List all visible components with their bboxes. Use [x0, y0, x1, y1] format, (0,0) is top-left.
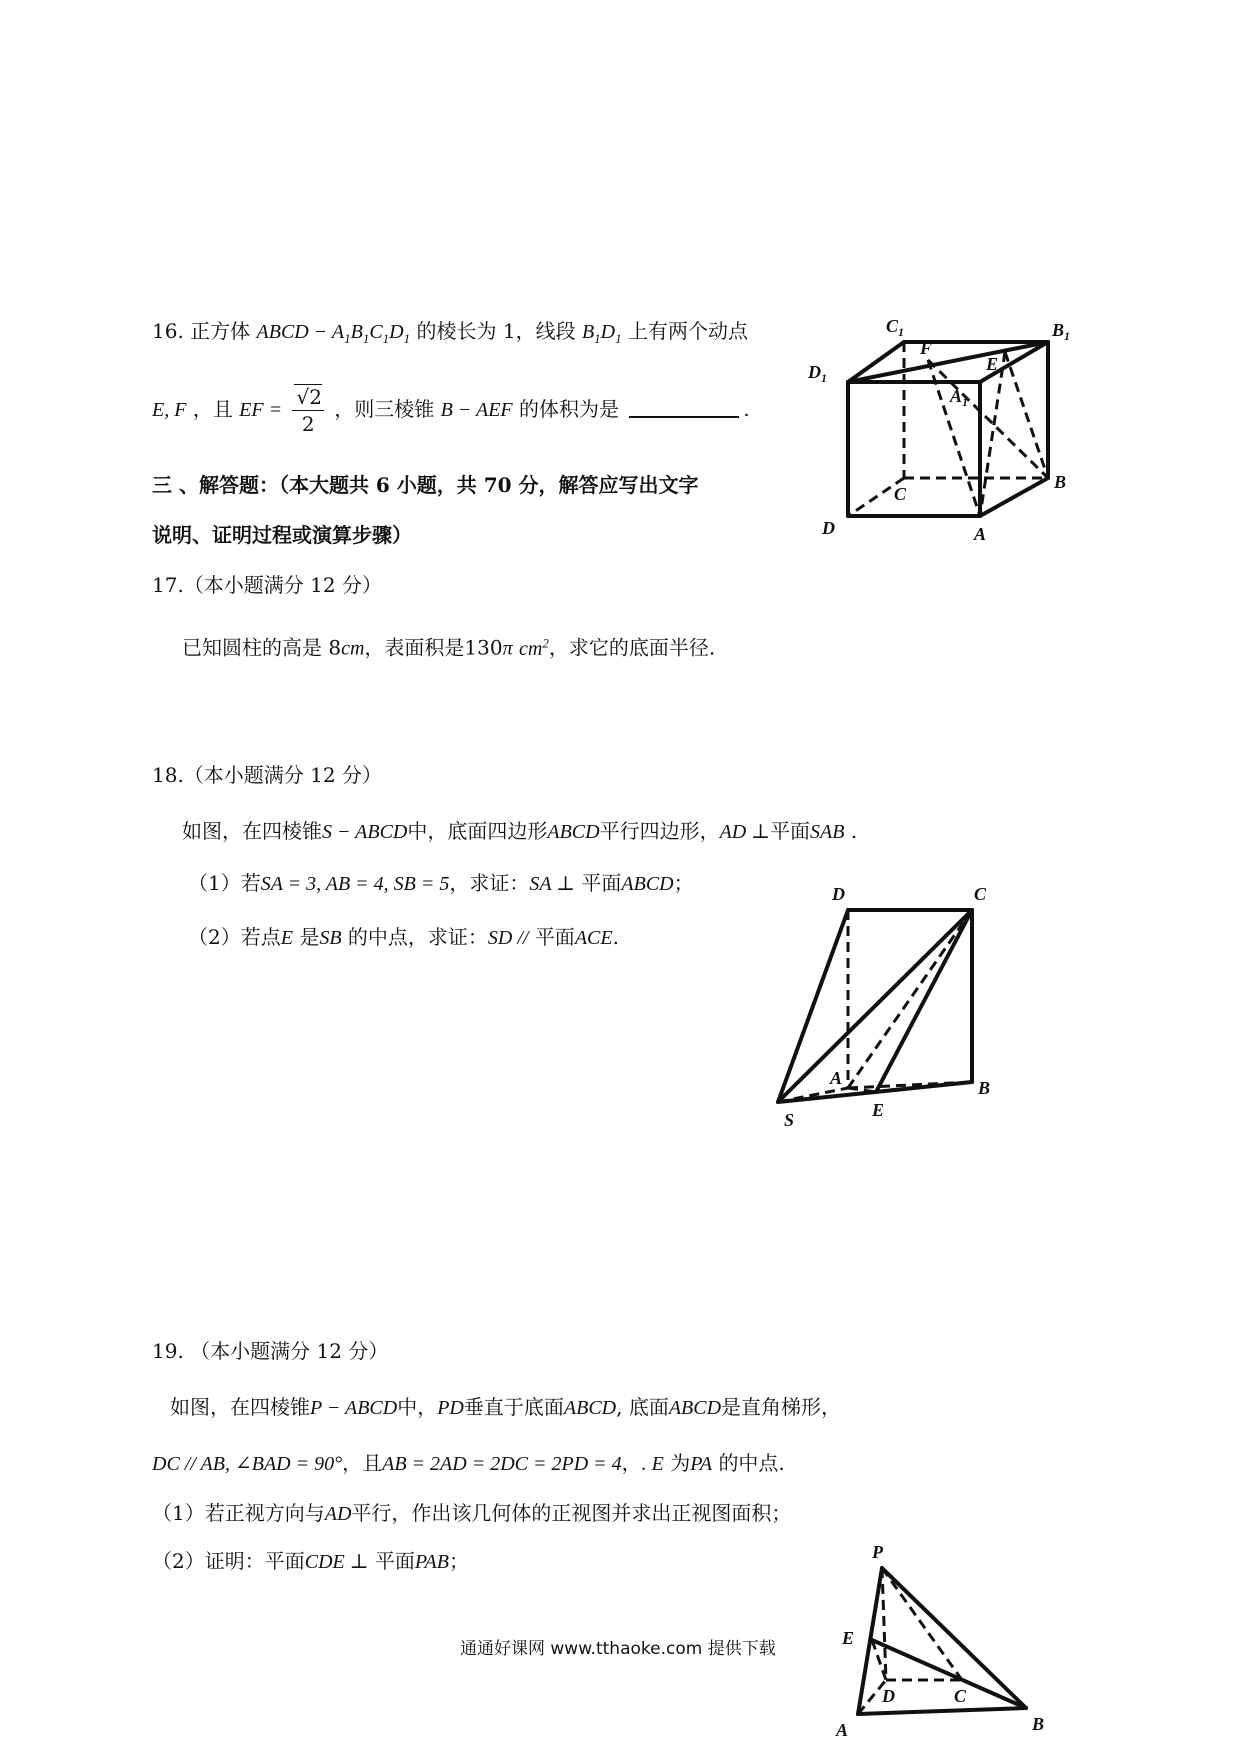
sabcd-label-a: A — [830, 1068, 843, 1088]
cube-edge-a-b — [980, 478, 1048, 516]
q18-header: 18.（本小题满分 12 分） — [152, 763, 382, 787]
q19-intro: 如图，在四棱锥P − ABCD中，PD垂直于底面ABCD, 底面ABCD是直角梯形， — [170, 1395, 842, 1419]
q16-sqrt2: √2 — [296, 385, 322, 409]
q17-header: 17.（本小题满分 12 分） — [152, 573, 382, 597]
cube-label-d: D — [822, 518, 835, 538]
q16-number: 16. — [152, 319, 184, 343]
q16-text-e: ，则三棱锥 — [334, 397, 435, 421]
q19-line2: DC // AB, ∠BAD = 90°，且AB = 2AD = 2DC = 2PD = 4，. E 为PA 的中点. — [152, 1451, 785, 1475]
pabcd-label-a: A — [836, 1720, 849, 1740]
q16-line1 — [152, 318, 748, 352]
q16-points: E, F — [152, 399, 187, 421]
sabcd-label-e: E — [872, 1100, 885, 1120]
q18-part1: （1）若SA = 3, AB = 4, SB = 5，求证：SA ⊥ 平面ABCD； — [188, 871, 694, 895]
figure-pyramid-sabcd — [760, 880, 1010, 1140]
q16-text-a: 正方体 — [190, 319, 251, 343]
pabcd-label-p: P — [872, 1542, 883, 1562]
pabcd-hidden-p-d — [882, 1568, 886, 1680]
sabcd-edge-e-c — [876, 910, 972, 1092]
section3-line1: 三 、解答题：（本大题共 6 小题，共 70 分，解答应写出文字 — [152, 473, 699, 497]
q16-answer-blank[interactable] — [629, 396, 739, 418]
pabcd-label-b: B — [1032, 1714, 1045, 1734]
cube-label-b1: $B_1$ — [1052, 320, 1071, 343]
cube-label-b: B — [1054, 472, 1067, 492]
sabcd-hidden-a-c — [848, 910, 972, 1088]
q16-pyramid: B − AEF — [440, 399, 513, 421]
cube-label-e: E — [986, 354, 999, 374]
q16-ef: EF = — [239, 399, 283, 421]
sabcd-label-c: C — [974, 884, 987, 904]
q17-pi: π — [502, 637, 513, 660]
figure-cube — [800, 310, 1090, 550]
q16-text-b: 的棱长为 1，线段 — [416, 319, 576, 343]
cube-label-f: F — [920, 338, 933, 358]
cube-hidden-e-b — [1005, 352, 1048, 478]
q17-body: 已知圆柱的高是 8cm，表面积是130π $cm^2$，求它的底面半径. — [182, 635, 716, 660]
pabcd-label-d: D — [882, 1686, 895, 1706]
pabcd-label-e: E — [842, 1628, 855, 1648]
cube-label-a: A — [974, 524, 987, 544]
pabcd-label-c: C — [954, 1686, 967, 1706]
q19-header: 19. （本小题满分 12 分） — [152, 1339, 389, 1363]
q18-intro: 如图，在四棱锥S − ABCD中，底面四边形ABCD平行四边形，AD ⊥平面SAB . — [182, 819, 858, 843]
q16-segment: $B_1D_1$ — [581, 321, 622, 346]
cube-label-a1: $A_1$ — [950, 386, 969, 409]
q16-fraction — [292, 384, 323, 437]
footer: 通通好课网 www.tthaoke.com 提供下载 — [460, 1639, 776, 1659]
q16-denominator: 2 — [301, 412, 315, 436]
cube-label-c1: $C_1$ — [886, 316, 905, 339]
sabcd-label-b: B — [978, 1078, 991, 1098]
cube-label-d1: $D_1$ — [808, 362, 827, 385]
q16-text-c: 上有两个动点 — [627, 319, 748, 343]
q18-part2: （2）若点E 是SB 的中点，求证：SD // 平面ACE. — [188, 925, 619, 949]
q17-cm: cm — [341, 637, 365, 660]
sabcd-label-s: S — [784, 1110, 795, 1130]
pabcd-edge-a-b — [858, 1708, 1026, 1714]
sabcd-edge-s-c — [778, 910, 972, 1102]
cube-label-c: C — [894, 484, 907, 504]
q16-cube-name: ABCD − $A_1B_1C_1D_1$ — [256, 321, 411, 346]
section3-line2: 说明、证明过程或演算步骤） — [152, 523, 412, 547]
q19-part1: （1）若正视方向与AD平行，作出该几何体的正视图并求出正视图面积； — [152, 1501, 792, 1525]
q16-text-f: 的体积为是 — [519, 397, 620, 421]
q16-line2: E, F ，且 EF = $\frac{√2}{2}$ ，则三棱锥 B − AEF 的体积为是 . — [152, 385, 750, 436]
q19-part2: （2）证明：平面CDE ⊥ 平面PAB； — [152, 1549, 469, 1573]
sabcd-label-d: D — [832, 884, 845, 904]
figure-pyramid-pabcd — [820, 1540, 1060, 1754]
q16-text-d: ，且 — [192, 397, 233, 421]
